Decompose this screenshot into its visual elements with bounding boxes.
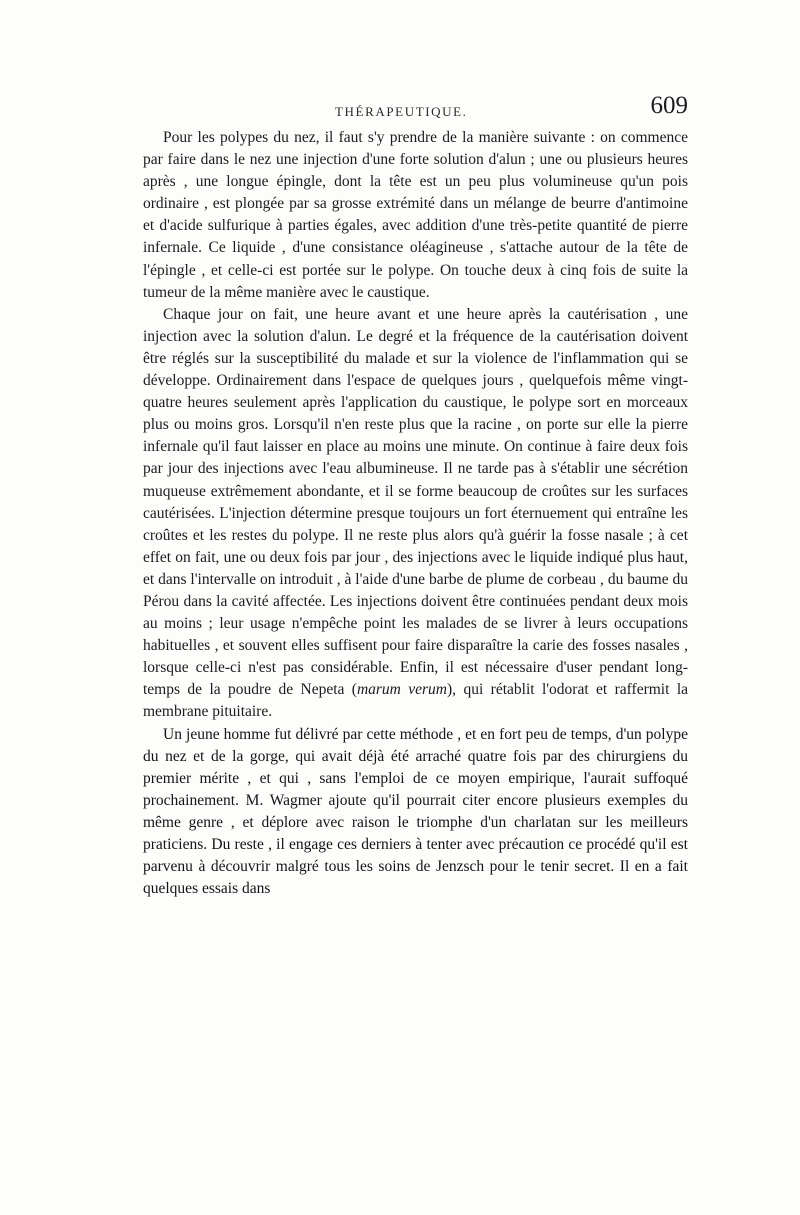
- paragraph-2-italic: marum verum: [356, 681, 448, 699]
- paragraph-2-text-end: ), qui rétablit l'odorat et raffermit la membrane pituitaire.: [143, 681, 689, 721]
- paragraph-1-text: Pour les polypes du nez, il faut s'y prendre de la manière suivante : on commence par faire dans le nez une injection d'une forte solution d'alun ; une ou plusieurs heures après , une longue épingle, dont la tête est un peu plus volumineuse qu'un pois ordinaire , est plongée par sa grosse extrémité dans un mélange de beurre d'antimoine et d'acide sulfurique à parties égales, avec addition d'une très-petite quantité de pierre infernale. Ce liquide , d'une consistance oléagineuse , s'attache autour de la tête de l'épingle , et celle-ci est portée sur le polype. On touche deux à cinq fois de suite la tumeur de la même manière avec le caustique.: [143, 129, 688, 301]
- running-head: THÉRAPEUTIQUE.: [335, 104, 468, 119]
- page-header: [143, 92, 688, 126]
- paragraph-3: [143, 724, 688, 901]
- paragraph-2-text: Chaque jour on fait, une heure avant et une heure après la cautérisation , une injection avec la solution d'alun. Le degré et la fréquence de la cautérisation doivent être réglés sur la susceptibilité du malade et sur la violence de l'inflammation qui se développe. Ordinairement dans l'espace de quelques jours , quelquefois même vingt-quatre heures seulement après l'application du caustique, le polype sort en morceaux plus ou moins gros. Lorsqu'il n'en reste plus que la racine , on porte sur elle la pierre infernale qu'il faut laisser en place au moins une minute. On continue à faire deux fois par jour des injections avec l'eau albumineuse. Il ne tarde pas à s'établir une sécrétion muqueuse extrêmement abondante, et il se forme beaucoup de croûtes sur les surfaces cautérisées. L'injection détermine presque toujours un fort éternuement qui entraîne les croûtes et les restes du polype. Il ne reste plus alors qu'à guérir la fosse nasale ; à cet effet on fait, une ou deux fois par jour , des injections avec le liquide indiqué plus haut, et dans l'intervalle on introduit , à l'aide d'une barbe de plume de corbeau , du baume du Pérou dans la cavité affectée. Les injections doivent être continuées pendant deux mois au moins ; leur usage n'empêche point les malades de se livrer à leurs occupations habituelles , et souvent elles suffisent pour faire disparaître la carie des fosses nasales , lorsque celle-ci n'est pas considérable. Enfin, il est nécessaire d'user pendant long-temps de la poudre de Nepeta (: [143, 305, 688, 699]
- page-number: 609: [650, 92, 688, 119]
- body-text: [143, 127, 688, 900]
- paragraph-3-text: Un jeune homme fut délivré par cette méthode , et en fort peu de temps, d'un polype du nez et de la gorge, qui avait déjà été arraché quatre fois par des chirurgiens du premier mérite , et qui , sans l'emploi de ce moyen empirique, l'aurait suffoqué prochainement. M. Wagmer ajoute qu'il pourrait citer encore plusieurs exemples du même genre , et déplore avec raison le triomphe d'un charlatan sur les meilleurs praticiens. Du reste , il engage ces derniers à tenter avec précaution ce procédé qu'il est parvenu à découvrir malgré tous les soins de Jenzsch pour le tenir secret. Il en a fait quelques essais dans: [143, 725, 688, 898]
- paragraph-2: [143, 304, 688, 724]
- paragraph-1: [143, 127, 688, 304]
